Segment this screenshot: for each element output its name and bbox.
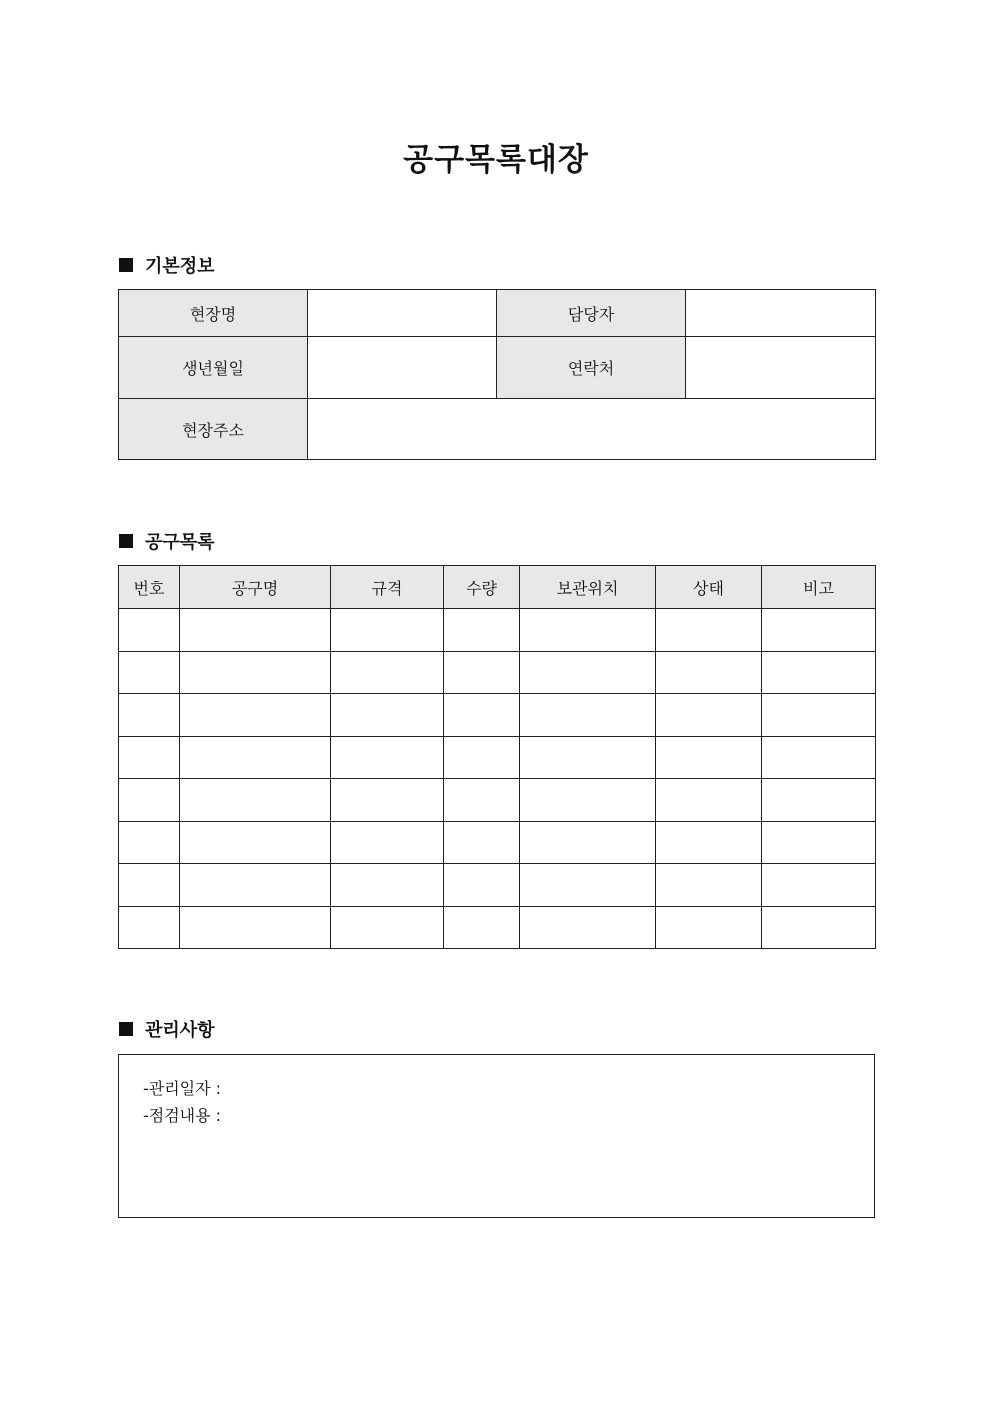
spec-cell[interactable] xyxy=(331,736,444,779)
quantity-cell[interactable] xyxy=(444,864,520,907)
status-cell[interactable] xyxy=(656,864,762,907)
contact-label: 연락처 xyxy=(497,337,686,399)
remarks-cell[interactable] xyxy=(762,694,876,737)
column-header-storage-location: 보관위치 xyxy=(520,566,656,609)
tool-name-cell[interactable] xyxy=(180,736,331,779)
storage-location-cell[interactable] xyxy=(520,821,656,864)
remarks-cell[interactable] xyxy=(762,651,876,694)
table-row xyxy=(119,779,876,822)
number-cell[interactable] xyxy=(119,609,180,652)
site-name-field[interactable] xyxy=(308,290,497,337)
status-cell[interactable] xyxy=(656,609,762,652)
remarks-cell[interactable] xyxy=(762,821,876,864)
manager-label: 담당자 xyxy=(497,290,686,337)
inspection-content-line: -점검내용 : xyxy=(143,1106,222,1125)
spec-cell[interactable] xyxy=(331,864,444,907)
status-cell[interactable] xyxy=(656,906,762,949)
page-title: 공구목록대장 xyxy=(403,142,589,178)
remarks-cell[interactable] xyxy=(762,609,876,652)
square-bullet-icon xyxy=(119,1022,133,1036)
site-name-label: 현장명 xyxy=(119,290,308,337)
spec-cell[interactable] xyxy=(331,694,444,737)
remarks-cell[interactable] xyxy=(762,779,876,822)
tool-name-cell[interactable] xyxy=(180,694,331,737)
number-cell[interactable] xyxy=(119,694,180,737)
tool-list-heading-text: 공구목록 xyxy=(145,532,215,553)
tool-name-cell[interactable] xyxy=(180,651,331,694)
storage-location-cell[interactable] xyxy=(520,906,656,949)
remarks-cell[interactable] xyxy=(762,736,876,779)
tool-name-cell[interactable] xyxy=(180,864,331,907)
spec-cell[interactable] xyxy=(331,906,444,949)
tool-name-cell[interactable] xyxy=(180,609,331,652)
table-row xyxy=(119,694,876,737)
tool-name-cell[interactable] xyxy=(180,906,331,949)
table-row xyxy=(119,864,876,907)
remarks-cell[interactable] xyxy=(762,906,876,949)
tool-list-heading xyxy=(119,529,215,553)
column-header-remarks: 비고 xyxy=(762,566,876,609)
birthdate-label: 생년월일 xyxy=(119,337,308,399)
number-cell[interactable] xyxy=(119,906,180,949)
manager-field[interactable] xyxy=(686,290,876,337)
quantity-cell[interactable] xyxy=(444,694,520,737)
table-row xyxy=(119,651,876,694)
status-cell[interactable] xyxy=(656,651,762,694)
management-date-line: -관리일자 : xyxy=(143,1079,222,1098)
column-header-quantity: 수량 xyxy=(444,566,520,609)
site-address-field[interactable] xyxy=(308,399,876,460)
table-row xyxy=(119,609,876,652)
remarks-cell[interactable] xyxy=(762,864,876,907)
quantity-cell[interactable] xyxy=(444,906,520,949)
storage-location-cell[interactable] xyxy=(520,779,656,822)
table-row xyxy=(119,337,876,399)
table-header-row xyxy=(119,566,876,609)
number-cell[interactable] xyxy=(119,779,180,822)
storage-location-cell[interactable] xyxy=(520,736,656,779)
quantity-cell[interactable] xyxy=(444,609,520,652)
tool-list-table xyxy=(118,565,876,949)
status-cell[interactable] xyxy=(656,779,762,822)
quantity-cell[interactable] xyxy=(444,736,520,779)
table-row xyxy=(119,821,876,864)
table-row xyxy=(119,290,876,337)
column-header-status: 상태 xyxy=(656,566,762,609)
quantity-cell[interactable] xyxy=(444,779,520,822)
status-cell[interactable] xyxy=(656,694,762,737)
spec-cell[interactable] xyxy=(331,609,444,652)
status-cell[interactable] xyxy=(656,736,762,779)
storage-location-cell[interactable] xyxy=(520,864,656,907)
storage-location-cell[interactable] xyxy=(520,694,656,737)
storage-location-cell[interactable] xyxy=(520,651,656,694)
spec-cell[interactable] xyxy=(331,779,444,822)
number-cell[interactable] xyxy=(119,651,180,694)
square-bullet-icon xyxy=(119,534,133,548)
spec-cell[interactable] xyxy=(331,821,444,864)
number-cell[interactable] xyxy=(119,736,180,779)
birthdate-field[interactable] xyxy=(308,337,497,399)
spec-cell[interactable] xyxy=(331,651,444,694)
tool-name-cell[interactable] xyxy=(180,779,331,822)
square-bullet-icon xyxy=(119,258,133,272)
column-header-tool-name: 공구명 xyxy=(180,566,331,609)
tool-name-cell[interactable] xyxy=(180,821,331,864)
quantity-cell[interactable] xyxy=(444,821,520,864)
site-address-label: 현장주소 xyxy=(119,399,308,460)
number-cell[interactable] xyxy=(119,821,180,864)
management-heading xyxy=(119,1017,215,1041)
table-row xyxy=(119,736,876,779)
management-notes-box[interactable] xyxy=(118,1054,875,1218)
storage-location-cell[interactable] xyxy=(520,609,656,652)
table-row xyxy=(119,399,876,460)
number-cell[interactable] xyxy=(119,864,180,907)
table-row xyxy=(119,906,876,949)
quantity-cell[interactable] xyxy=(444,651,520,694)
status-cell[interactable] xyxy=(656,821,762,864)
basic-info-table xyxy=(118,289,876,460)
column-header-spec: 규격 xyxy=(331,566,444,609)
column-header-number: 번호 xyxy=(119,566,180,609)
basic-info-heading xyxy=(119,253,215,277)
management-heading-text: 관리사항 xyxy=(145,1020,215,1041)
contact-field[interactable] xyxy=(686,337,876,399)
basic-info-heading-text: 기본정보 xyxy=(145,256,215,277)
